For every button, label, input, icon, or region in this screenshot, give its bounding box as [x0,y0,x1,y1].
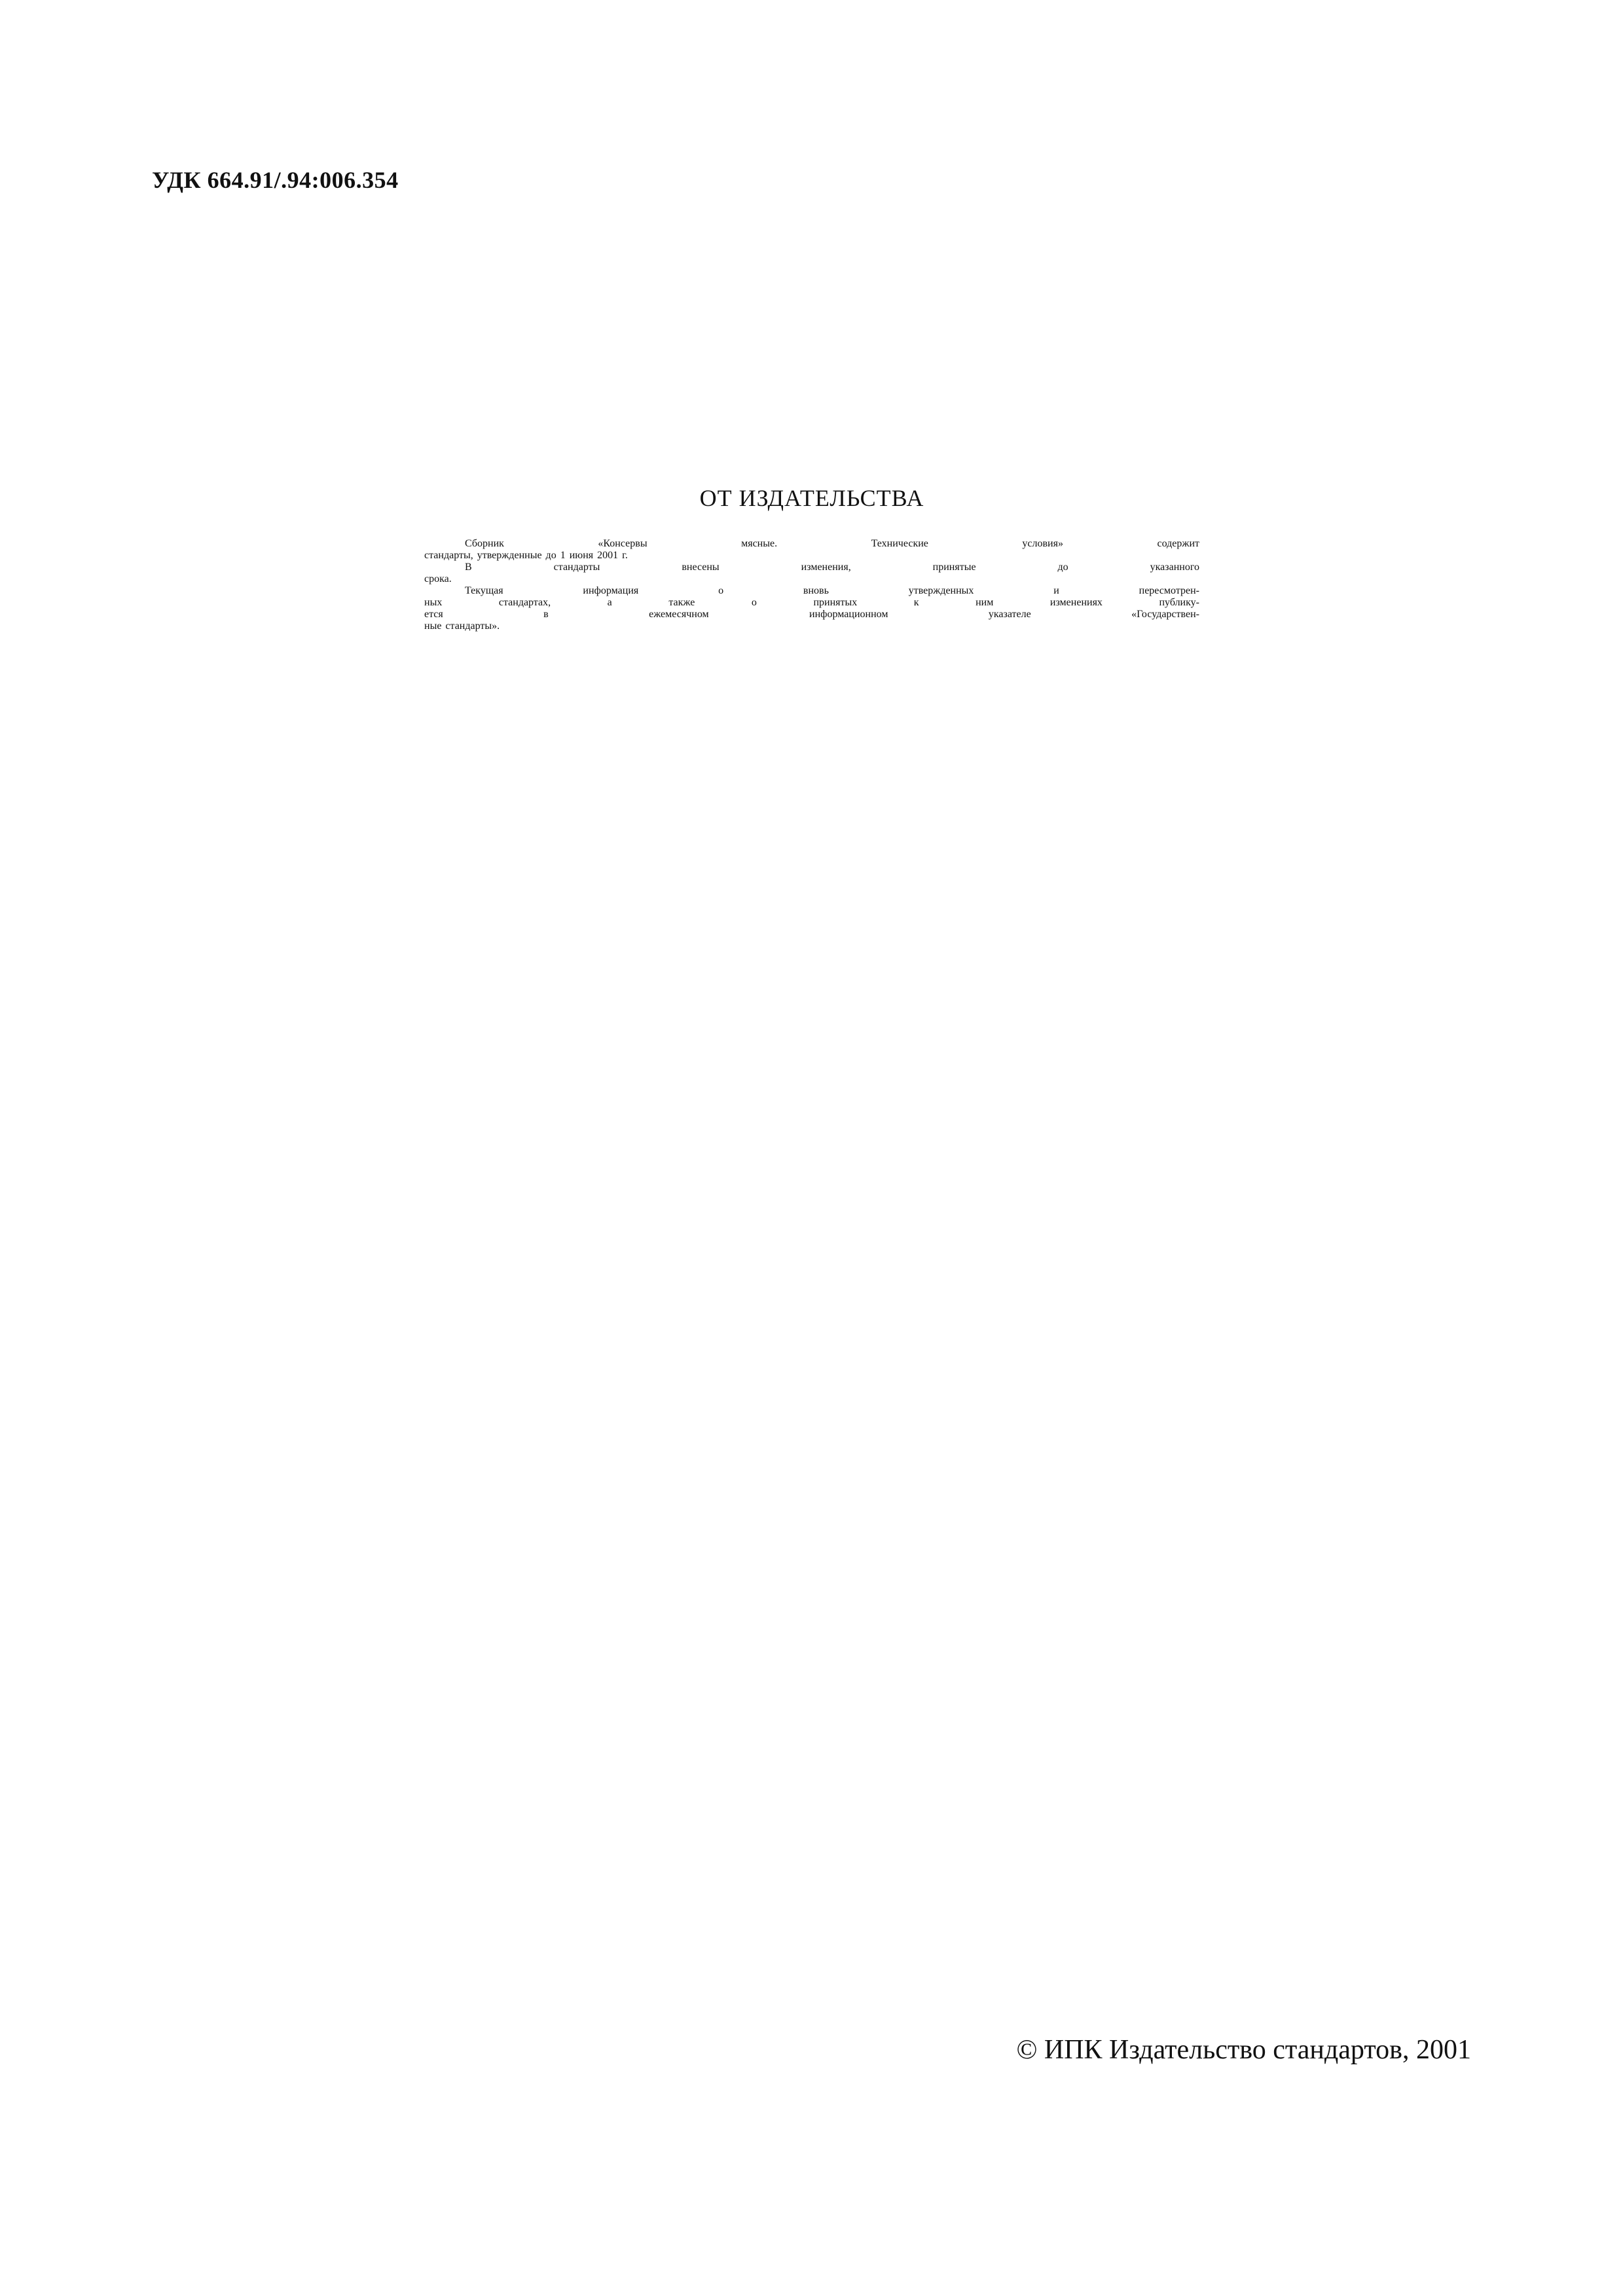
preface-line: ных стандартах, а также о принятых к ним изменениях публику- [424,597,1199,608]
preface-body [424,538,1199,632]
publisher-preface [424,484,1199,632]
preface-line: срока. [424,573,452,584]
preface-line: ется в ежемесячном информационном указателе «Государствен- [424,609,1199,620]
preface-title: ОТ ИЗДАТЕЛЬСТВА [699,485,924,511]
preface-line: стандарты, утвержденные до 1 июня 2001 г. [424,550,628,561]
preface-line: В стандарты внесены изменения, принятые до указанного [465,562,1199,573]
preface-line: Сборник «Консервы мясные. Технические условия» содержит [465,538,1199,549]
copyright-notice: © ИПК Издательство стандартов, 2001 [1016,2035,1471,2065]
preface-line: ные стандарты». [424,620,500,632]
preface-line: Текущая информация о вновь утвержденных и пересмотрен- [465,585,1199,596]
udk-code: УДК 664.91/.94:006.354 [152,167,399,193]
